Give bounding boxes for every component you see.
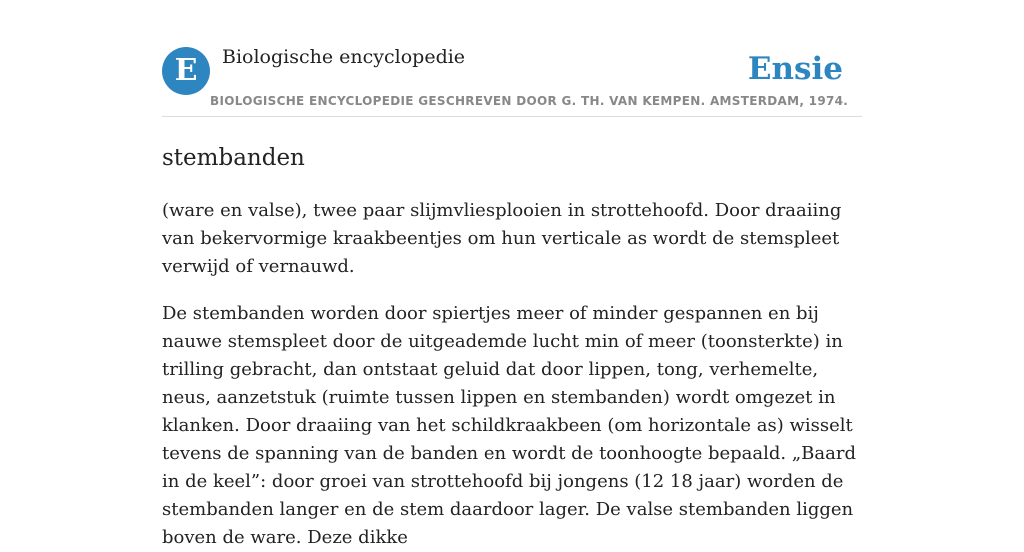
entry-title: stembanden bbox=[162, 145, 305, 171]
ensie-logo-link[interactable]: Ensie bbox=[747, 51, 843, 87]
source-subtitle: BIOLOGISCHE ENCYCLOPEDIE GESCHREVEN DOOR G. TH. VAN KEMPEN. AMSTERDAM, 1974. bbox=[210, 94, 849, 108]
entry-body bbox=[162, 197, 862, 552]
source-name-link[interactable]: Biologische encyclopedie bbox=[222, 46, 466, 68]
entry-paragraph: De stembanden worden door spiertjes meer of minder gespannen en bij nauwe stemspleet door de uitgeademde lucht min of meer (toonsterkte) in trilling gebracht, dan ontstaat geluid dat door lippen, tong, verhemelte, neus, aanzetstuk (ruimte tussen lippen en stembanden) wordt omgezet in klanken. Door draaiing van het schildkraakbeen (om horizontale as) wisselt tevens de spanning van de banden en wordt de toonhoogte bepaald. „Baard in de keel”: door groei van strottehoofd bij jongens (12 18 jaar) worden de stembanden langer en de stem daardoor lager. De valse stembanden liggen boven de ware. Deze dikke bbox=[162, 303, 856, 548]
page bbox=[162, 0, 862, 548]
source-logo-icon[interactable]: E bbox=[162, 47, 210, 95]
source-header bbox=[162, 0, 862, 117]
entry-paragraph: (ware en valse), twee paar slijmvliesplooien in strottehoofd. Door draaiing van bekervormige kraakbeentjes om hun verticale as wordt de stemspleet verwijd of vernauwd. bbox=[162, 200, 842, 277]
